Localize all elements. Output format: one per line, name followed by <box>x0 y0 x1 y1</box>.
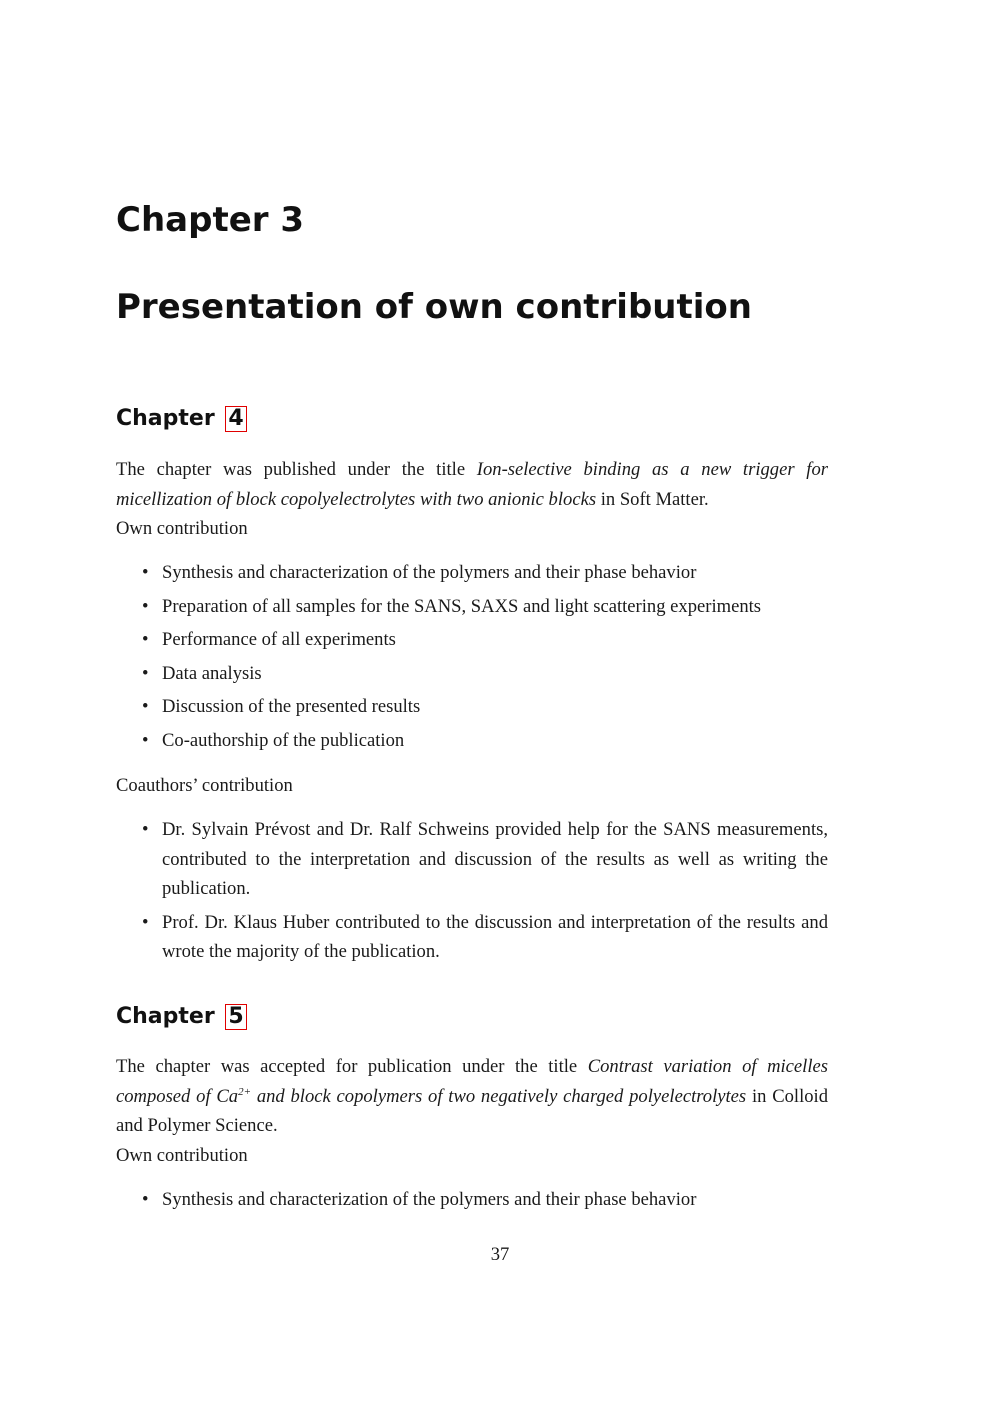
own-contribution-label: Own contribution <box>116 1145 248 1166</box>
bullet-icon: • <box>142 911 149 933</box>
list-item: • Dr. Sylvain Prévost and Dr. Ralf Schweins provided help for the SANS measurements, contributed to the interpretation and discussion of the results as well as writing the publication. <box>142 815 828 904</box>
list-item: • Co-authorship of the publication <box>142 726 828 756</box>
chapter-5-reference-link[interactable]: 5 <box>225 1004 246 1030</box>
own-contribution-label: Own contribution <box>116 518 248 539</box>
chapter-label: Chapter 3 <box>116 200 305 240</box>
intro-text-journal: in Colloid and Polymer Science. <box>116 1085 828 1136</box>
coauthors-contribution-label: Coauthors’ contribution <box>116 775 293 796</box>
bullet-icon: • <box>142 595 149 617</box>
intro-text-journal: in Soft Matter. <box>596 488 709 510</box>
list-item: • Performance of all experiments <box>142 625 828 655</box>
list-item: • Preparation of all samples for the SANS, SAXS and light scattering experiments <box>142 592 828 622</box>
bullet-icon: • <box>142 629 149 650</box>
list-item: • Prof. Dr. Klaus Huber contributed to the discussion and interpretation of the results and wrote the majority of the publication. <box>142 908 828 967</box>
chapter-5-intro <box>116 1052 828 1141</box>
publication-title: Ion-selective binding as a new trigger for micellization of block copolyelectrolytes with two anionic blocks <box>116 459 828 510</box>
section-heading-chapter-5 <box>116 1002 247 1032</box>
intro-text: The chapter was accepted for publication under the title <box>116 1056 588 1077</box>
own-contribution-list-chapter-5 <box>142 1185 828 1219</box>
bullet-icon: • <box>142 819 149 840</box>
bullet-icon: • <box>142 662 149 684</box>
bullet-icon: • <box>142 729 149 751</box>
bullet-icon: • <box>142 562 149 583</box>
bullet-icon: • <box>142 1189 149 1210</box>
publication-title: Contrast variation of micelles composed of $Ca^{2+}$ and block copolymers of two negatively charged polyelectrolytes <box>116 1056 828 1107</box>
list-item: • Discussion of the presented results <box>142 692 828 722</box>
coauthors-contribution-list <box>142 815 828 971</box>
section-heading-chapter-4 <box>116 404 247 434</box>
list-item: • Synthesis and characterization of the polymers and their phase behavior <box>142 558 828 588</box>
page-number: 37 <box>490 1244 510 1265</box>
chapter-title: Presentation of own contribution <box>116 287 752 327</box>
bullet-icon: • <box>142 696 149 717</box>
list-item: • Synthesis and characterization of the polymers and their phase behavior <box>142 1185 828 1215</box>
chapter-4-reference-link[interactable]: 4 <box>225 406 246 432</box>
chapter-4-intro <box>116 455 828 514</box>
superscript-charge: 2+ <box>238 1085 252 1098</box>
list-item: • Data analysis <box>142 659 828 689</box>
intro-text: The chapter was published under the title <box>116 459 477 480</box>
own-contribution-list <box>142 558 828 759</box>
section-heading-text: Chapter <box>116 1004 215 1029</box>
section-heading-text: Chapter <box>116 406 215 431</box>
